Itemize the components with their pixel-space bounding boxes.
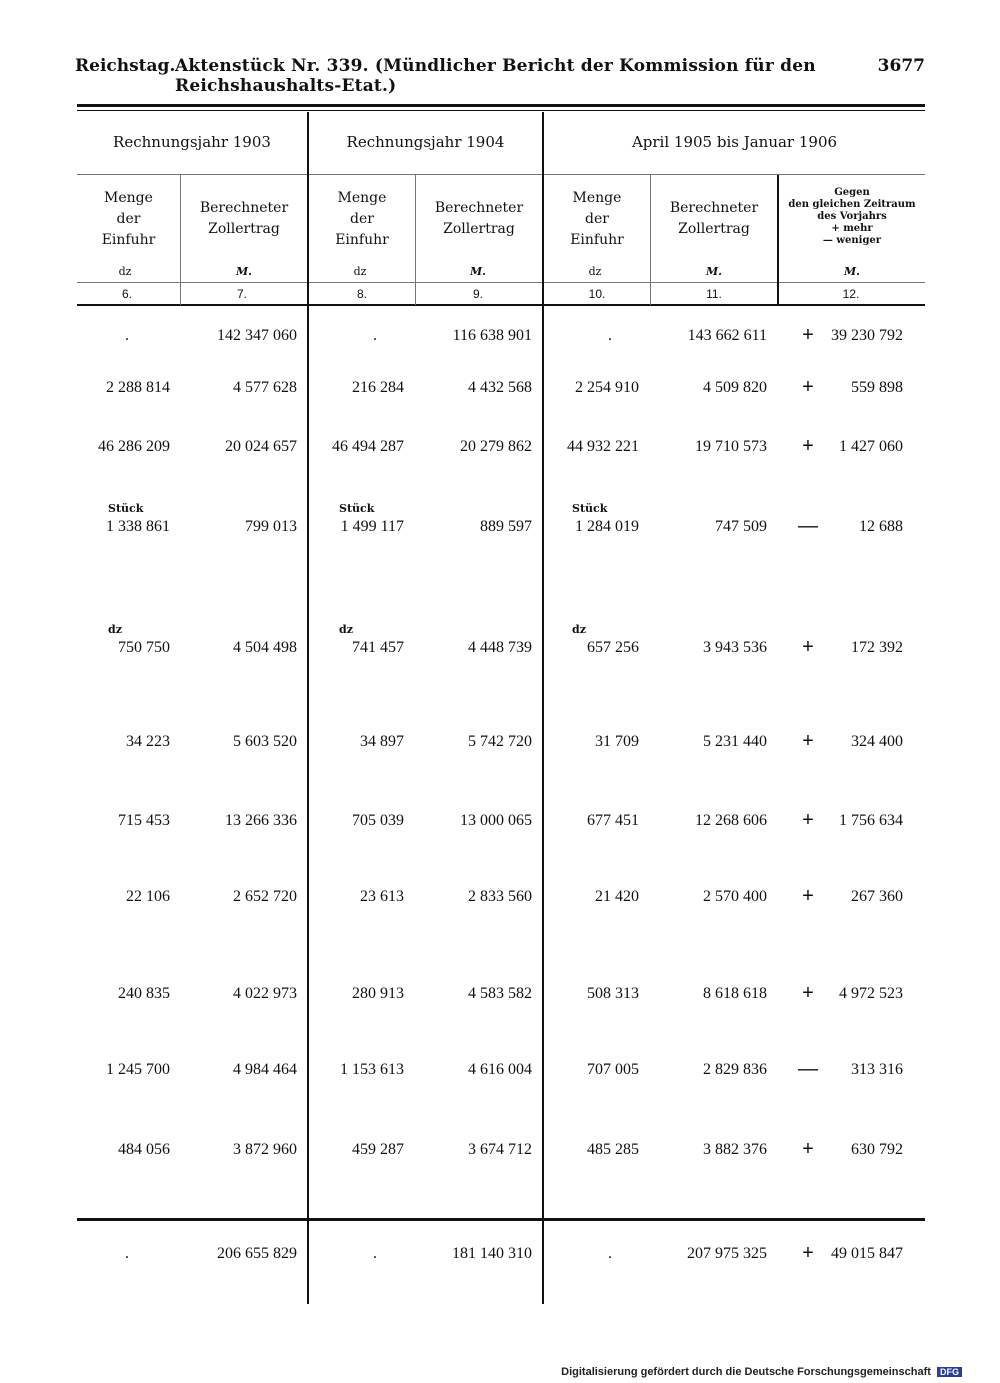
- row-6-c11: 5 231 440: [703, 733, 767, 750]
- row-4-unit-tag-c6: Stück: [108, 502, 144, 515]
- row-4-c10: 1 284 019: [575, 518, 639, 535]
- row-8-c7: 2 652 720: [233, 888, 297, 905]
- unit-mark-12: M.: [843, 265, 860, 278]
- footer-text: Digitalisierung gefördert durch die Deutsche Forschungsgemeinschaft: [561, 1366, 931, 1378]
- row-10-c9: 4 616 004: [468, 1061, 532, 1078]
- header-title: Aktenstück Nr. 339. (Mündlicher Bericht der Kommission für den Reichshaushalts-Etat.): [175, 56, 816, 96]
- subhead-gegen: Gegen den gleichen Zeitraum des Vorjahrs + mehr — weniger: [788, 187, 916, 246]
- unit-mark-7: M.: [235, 265, 252, 278]
- row-6-c6: 34 223: [126, 733, 170, 750]
- row-7-c11: 12 268 606: [695, 812, 767, 829]
- row-7-c9: 13 000 065: [460, 812, 532, 829]
- unit-mark-11: M.: [705, 265, 722, 278]
- row-1-c7: 142 347 060: [217, 327, 297, 344]
- colnum-rule: [77, 304, 925, 306]
- unit-dz-8: dz: [353, 265, 367, 278]
- colnum-7: 7.: [236, 287, 247, 301]
- row-11-c12: 630 792: [851, 1141, 903, 1158]
- row-4-unit-tag-c10: Stück: [572, 502, 608, 515]
- row-11-c9: 3 674 712: [468, 1141, 532, 1158]
- row-4-unit-tag-c8: Stück: [339, 502, 375, 515]
- row-4-sign: —: [798, 515, 818, 537]
- row-5-c6: 750 750: [118, 639, 170, 656]
- total-row-c7: 206 655 829: [217, 1245, 297, 1262]
- header-left: Reichstag.: [75, 56, 176, 76]
- subhead-menge-1904: Menge der Einfuhr: [335, 190, 389, 248]
- row-7-c12: 1 756 634: [839, 812, 903, 829]
- group-1905-1906: April 1905 bis Januar 1906: [631, 133, 838, 151]
- row-6-sign: +: [802, 730, 814, 752]
- row-7-sign: +: [802, 809, 814, 831]
- row-8-c10: 21 420: [595, 888, 639, 905]
- row-10-c8: 1 153 613: [340, 1061, 404, 1078]
- row-5-unit-tag-c10: dz: [572, 623, 586, 636]
- row-4-c12: 12 688: [859, 518, 903, 535]
- group-rule: [77, 174, 925, 175]
- row-5-sign: +: [802, 636, 814, 658]
- total-row-c10: .: [608, 1245, 612, 1262]
- divider-1904-1905: [542, 112, 544, 1304]
- row-3-c12: 1 427 060: [839, 438, 903, 455]
- row-2-sign: +: [802, 376, 814, 398]
- row-9-c11: 8 618 618: [703, 985, 767, 1002]
- row-2-c10: 2 254 910: [575, 379, 639, 396]
- row-5-unit-tag-c6: dz: [108, 623, 122, 636]
- subhead-zollertrag-1903: Berechneter Zollertrag: [199, 200, 289, 237]
- row-9-c10: 508 313: [587, 985, 639, 1002]
- row-8-sign: +: [802, 885, 814, 907]
- unit-mark-9: M.: [469, 265, 486, 278]
- row-3-c7: 20 024 657: [225, 438, 297, 455]
- top-rule-thick: [77, 104, 925, 107]
- page-header: [75, 56, 925, 96]
- colnum-10: 10.: [588, 287, 606, 301]
- dfg-logo: DFG: [937, 1367, 962, 1377]
- row-11-c11: 3 882 376: [703, 1141, 767, 1158]
- units-rule: [77, 282, 925, 283]
- row-6-c8: 34 897: [360, 733, 404, 750]
- row-5-c9: 4 448 739: [468, 639, 532, 656]
- row-8-c6: 22 106: [126, 888, 170, 905]
- colnum-6: 6.: [121, 287, 132, 301]
- row-11-c7: 3 872 960: [233, 1141, 297, 1158]
- row-9-c9: 4 583 582: [468, 985, 532, 1002]
- row-4-c6: 1 338 861: [106, 518, 170, 535]
- total-row-sign: +: [802, 1242, 814, 1264]
- row-4-c7: 799 013: [245, 518, 297, 535]
- row-10-sign: —: [798, 1058, 818, 1080]
- unit-dz-10: dz: [588, 265, 602, 278]
- total-row-c9: 181 140 310: [452, 1245, 532, 1262]
- row-4-c11: 747 509: [715, 518, 767, 535]
- row-6-c10: 31 709: [595, 733, 639, 750]
- subhead-zollertrag-1905: Berechneter Zollertrag: [669, 200, 759, 237]
- row-5-unit-tag-c8: dz: [339, 623, 353, 636]
- row-1-c12: 39 230 792: [831, 327, 903, 344]
- row-10-c10: 707 005: [587, 1061, 639, 1078]
- row-3-c8: 46 494 287: [332, 438, 404, 455]
- row-10-c12: 313 316: [851, 1061, 903, 1078]
- row-5-c11: 3 943 536: [703, 639, 767, 656]
- row-2-c6: 2 288 814: [106, 379, 170, 396]
- row-9-c12: 4 972 523: [839, 985, 903, 1002]
- colnum-9: 9.: [472, 287, 483, 301]
- row-11-sign: +: [802, 1138, 814, 1160]
- row-9-c6: 240 835: [118, 985, 170, 1002]
- row-2-c7: 4 577 628: [233, 379, 297, 396]
- row-11-c6: 484 056: [118, 1141, 170, 1158]
- row-1-c6: .: [125, 327, 129, 344]
- subhead-menge-1903: Menge der Einfuhr: [101, 190, 156, 248]
- row-4-c8: 1 499 117: [340, 518, 404, 535]
- row-11-c8: 459 287: [352, 1141, 404, 1158]
- row-1-c9: 116 638 901: [452, 327, 532, 344]
- row-9-sign: +: [802, 982, 814, 1004]
- row-8-c9: 2 833 560: [468, 888, 532, 905]
- row-3-c11: 19 710 573: [695, 438, 767, 455]
- row-11-c10: 485 285: [587, 1141, 639, 1158]
- divider-1903-1904: [307, 112, 309, 1304]
- page-number: 3677: [877, 56, 925, 76]
- total-row-c6: .: [125, 1245, 129, 1262]
- row-10-c6: 1 245 700: [106, 1061, 170, 1078]
- top-rule-thin: [77, 110, 925, 111]
- row-3-c6: 46 286 209: [98, 438, 170, 455]
- total-row-c8: .: [373, 1245, 377, 1262]
- unit-dz-6: dz: [118, 265, 132, 278]
- total-rule: [77, 1218, 925, 1221]
- row-1-c8: .: [373, 327, 377, 344]
- subhead-menge-1905: Menge der Einfuhr: [570, 190, 624, 248]
- row-7-c6: 715 453: [118, 812, 170, 829]
- row-1-c10: .: [608, 327, 612, 344]
- row-8-c11: 2 570 400: [703, 888, 767, 905]
- row-6-c7: 5 603 520: [233, 733, 297, 750]
- row-5-c12: 172 392: [851, 639, 903, 656]
- row-2-c8: 216 284: [352, 379, 404, 396]
- row-3-sign: +: [802, 435, 814, 457]
- row-6-c12: 324 400: [851, 733, 903, 750]
- row-10-c11: 2 829 836: [703, 1061, 767, 1078]
- row-7-c8: 705 039: [352, 812, 404, 829]
- row-2-c9: 4 432 568: [468, 379, 532, 396]
- row-3-c10: 44 932 221: [567, 438, 639, 455]
- row-9-c8: 280 913: [352, 985, 404, 1002]
- divider-col-10-11: [650, 175, 651, 305]
- total-row-c12: 49 015 847: [831, 1245, 903, 1262]
- row-5-c7: 4 504 498: [233, 639, 297, 656]
- colnum-12: 12.: [842, 287, 860, 301]
- divider-col-6-7: [180, 175, 181, 305]
- row-8-c12: 267 360: [851, 888, 903, 905]
- row-6-c9: 5 742 720: [468, 733, 532, 750]
- group-1904: Rechnungsjahr 1904: [346, 133, 505, 151]
- divider-col-8-9: [415, 175, 416, 305]
- subhead-zollertrag-1904: Berechneter Zollertrag: [434, 200, 524, 237]
- row-3-c9: 20 279 862: [460, 438, 532, 455]
- footer-credit: [561, 1366, 962, 1378]
- row-7-c7: 13 266 336: [225, 812, 297, 829]
- row-8-c8: 23 613: [360, 888, 404, 905]
- row-5-c10: 657 256: [587, 639, 639, 656]
- row-7-c10: 677 451: [587, 812, 639, 829]
- row-2-c11: 4 509 820: [703, 379, 767, 396]
- row-10-c7: 4 984 464: [233, 1061, 297, 1078]
- row-1-c11: 143 662 611: [687, 327, 767, 344]
- row-4-c9: 889 597: [480, 518, 532, 535]
- colnum-8: 8.: [356, 287, 367, 301]
- group-1903: Rechnungsjahr 1903: [113, 133, 271, 151]
- colnum-11: 11.: [706, 287, 722, 301]
- total-row-c11: 207 975 325: [687, 1245, 767, 1262]
- row-5-c8: 741 457: [352, 639, 404, 656]
- row-9-c7: 4 022 973: [233, 985, 297, 1002]
- row-1-sign: +: [802, 324, 814, 346]
- row-2-c12: 559 898: [851, 379, 903, 396]
